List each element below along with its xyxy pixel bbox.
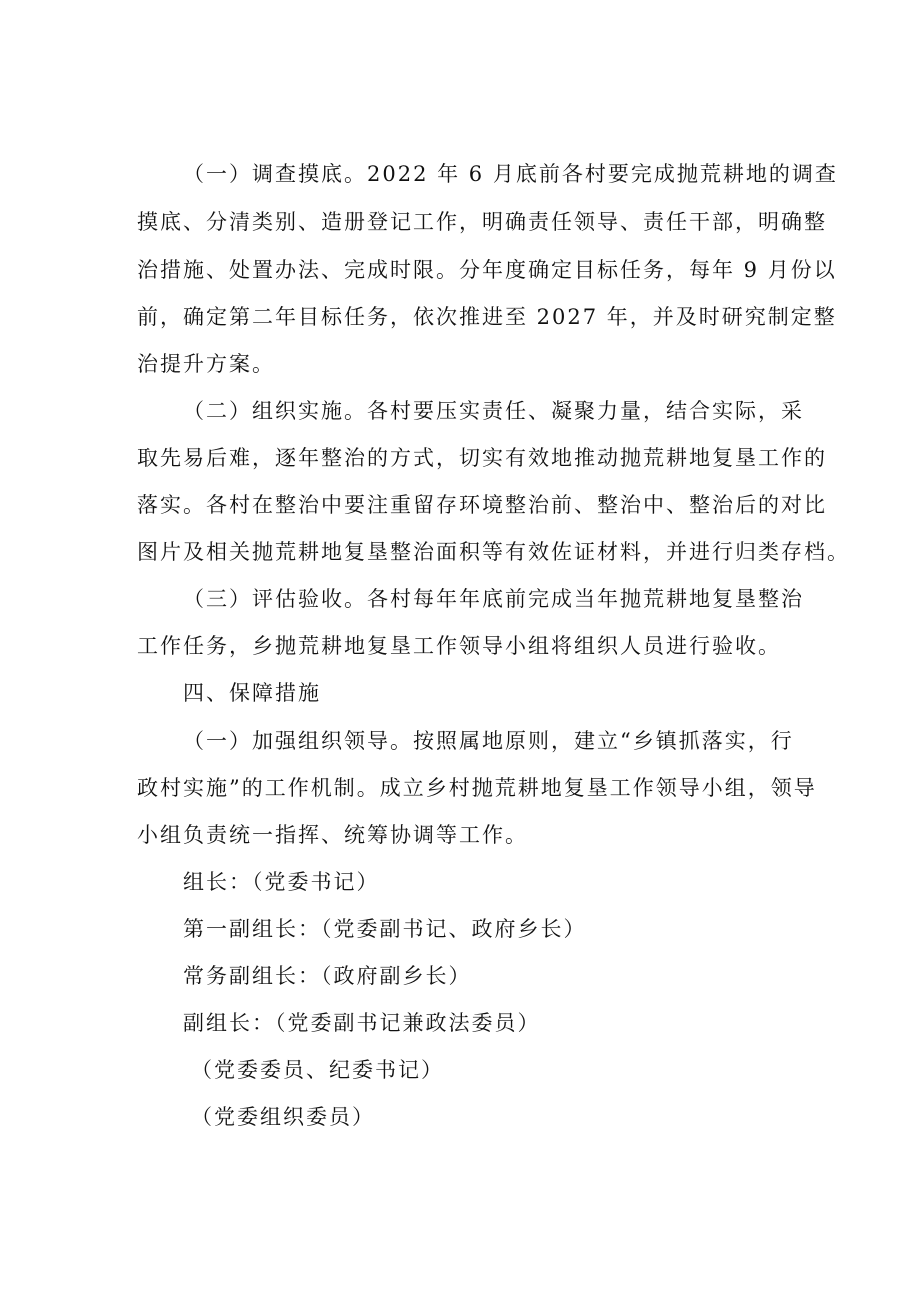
paragraph-line: （三）评估验收。各村每年年底前完成当年抛荒耕地复垦整治 — [183, 587, 804, 611]
member-line: （党委组织委员） — [191, 1105, 375, 1129]
member-line: （党委委员、纪委书记） — [191, 1058, 444, 1082]
paragraph-line: 取先易后难，逐年整治的方式，切实有效地推动抛荒耕地复垦工作的 — [137, 446, 827, 470]
member-line: 组长：（党委书记） — [183, 870, 380, 894]
paragraph-line: 落实。各村在整治中要注重留存环境整治前、整治中、整治后的对比 — [137, 493, 827, 517]
paragraph-line: 工作任务，乡抛荒耕地复垦工作领导小组将组织人员进行验收。 — [137, 634, 781, 658]
member-line: 常务副组长：（政府副乡长） — [183, 964, 472, 988]
paragraph-line: 治提升方案。 — [137, 352, 275, 376]
paragraph-line: 前，确定第二年目标任务，依次推进至 2027 年，并及时研究制定整 — [137, 305, 837, 329]
paragraph-line: （二）组织实施。各村要压实责任、凝聚力量，结合实际，采 — [183, 399, 804, 423]
member-line: 第一副组长：（党委副书记、政府乡长） — [183, 917, 587, 941]
paragraph-line: 小组负责统一指挥、统筹协调等工作。 — [137, 823, 528, 847]
paragraph-line: （一）调查摸底。2022 年 6 月底前各村要完成抛荒耕地的调查 — [183, 162, 838, 186]
section-heading: 四、保障措施 — [183, 681, 321, 705]
paragraph-line: 摸底、分清类别、造册登记工作，明确责任领导、责任干部，明确整 — [137, 210, 827, 234]
paragraph-line: 图片及相关抛荒耕地复垦整治面积等有效佐证材料，并进行归类存档。 — [137, 540, 850, 564]
paragraph-line: （一）加强组织领导。按照属地原则，建立“乡镇抓落实，行 — [183, 729, 794, 753]
paragraph-line: 治措施、处置办法、完成时限。分年度确定目标任务，每年 9 月份以 — [137, 258, 837, 282]
member-line: 副组长：（党委副书记兼政法委员） — [183, 1011, 541, 1035]
paragraph-line: 政村实施”的工作机制。成立乡村抛荒耕地复垦工作领导小组，领导 — [137, 776, 817, 800]
